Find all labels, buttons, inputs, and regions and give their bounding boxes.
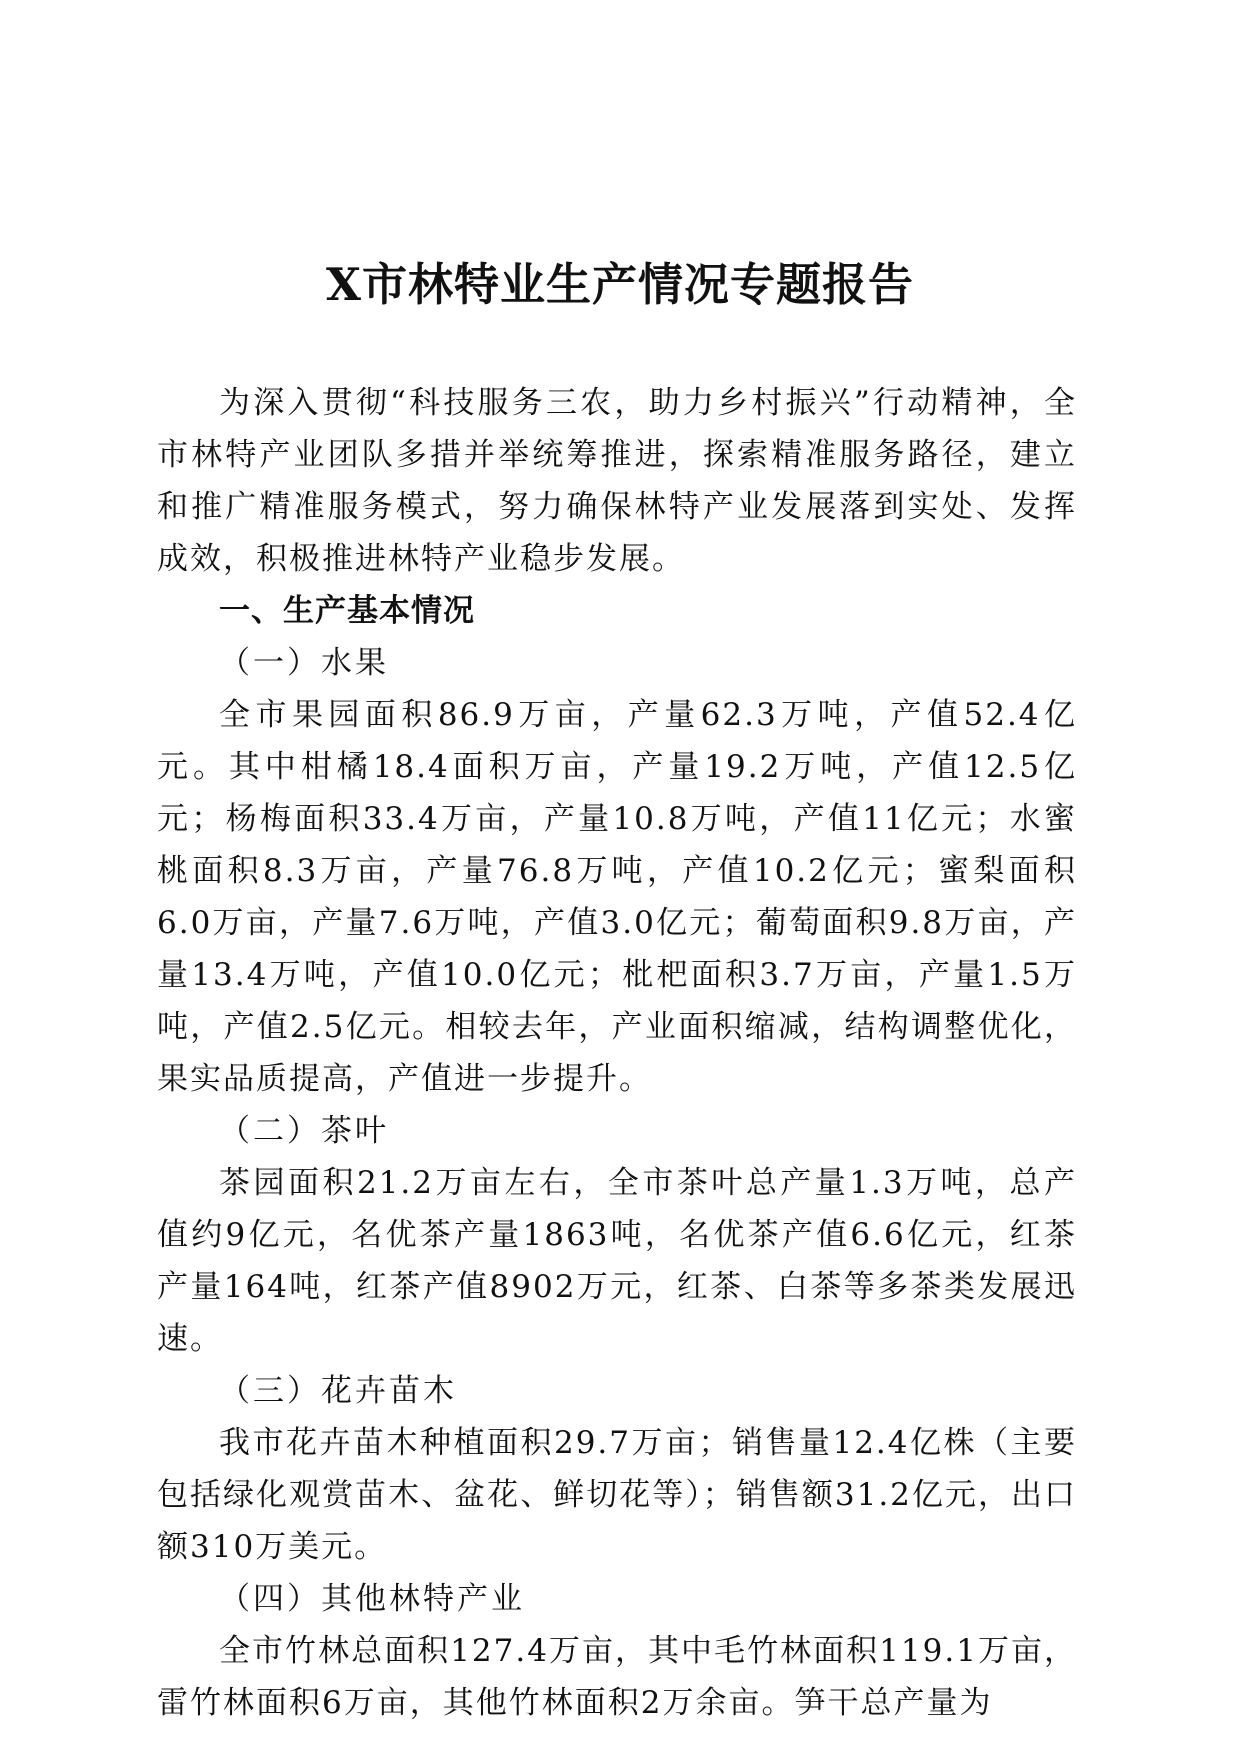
tea-paragraph: 茶园面积21.2万亩左右，全市茶叶总产量1.3万吨，总产值约9亿元，名优茶产量1863吨，名优茶产值6.6亿元，红茶产量164吨，红茶产值8902万元，红茶、白茶等多茶类发展迅速。: [157, 1165, 1077, 1357]
subheading-tea: （二）茶叶: [219, 1113, 389, 1149]
subheading-fruit: （一）水果: [219, 645, 389, 681]
document-title: X市林特业生产情况专题报告: [326, 258, 914, 311]
subheading-flowers-seedlings: （三）花卉苗木: [219, 1373, 457, 1409]
flowers-paragraph: 我市花卉苗木种植面积29.7万亩；销售量12.4亿株（主要包括绿化观赏苗木、盆花、鲜切花等）；销售额31.2亿元，出口额310万美元。: [157, 1425, 1077, 1565]
fruit-paragraph: 全市果园面积86.9万亩，产量62.3万吨，产值52.4亿元。其中柑橘18.4面积万亩，产量19.2万吨，产值12.5亿元；杨梅面积33.4万亩，产量10.8万吨，产值11亿元；水蜜桃面积8.3万亩，产量76.8万吨，产值10.2亿元；蜜梨面积6.0万亩，产量7.6万吨，产值3.0亿元；葡萄面积9.8万亩，产量13.4万吨，产值10.0亿元；枇杷面积3.7万亩，产量1.5万吨，产值2.5亿元。相较去年，产业面积缩减，结构调整优化，果实品质提高，产值进一步提升。: [157, 697, 1077, 1097]
intro-paragraph: 为深入贯彻“科技服务三农，助力乡村振兴”行动精神，全市林特产业团队多措并举统筹推进，探索精准服务路径，建立和推广精准服务模式，努力确保林特产业发展落到实处、发挥成效，积极推进林特产业稳步发展。: [157, 385, 1077, 577]
document-body: [157, 377, 1077, 1729]
other-forestry-paragraph: 全市竹林总面积127.4万亩，其中毛竹林面积119.1万亩，雷竹林面积6万亩，其他竹林面积2万余亩。笋干总产量为: [157, 1633, 1077, 1721]
subheading-other-forestry: （四）其他林特产业: [219, 1581, 525, 1617]
section-heading-basic-production: 一、生产基本情况: [219, 593, 475, 629]
